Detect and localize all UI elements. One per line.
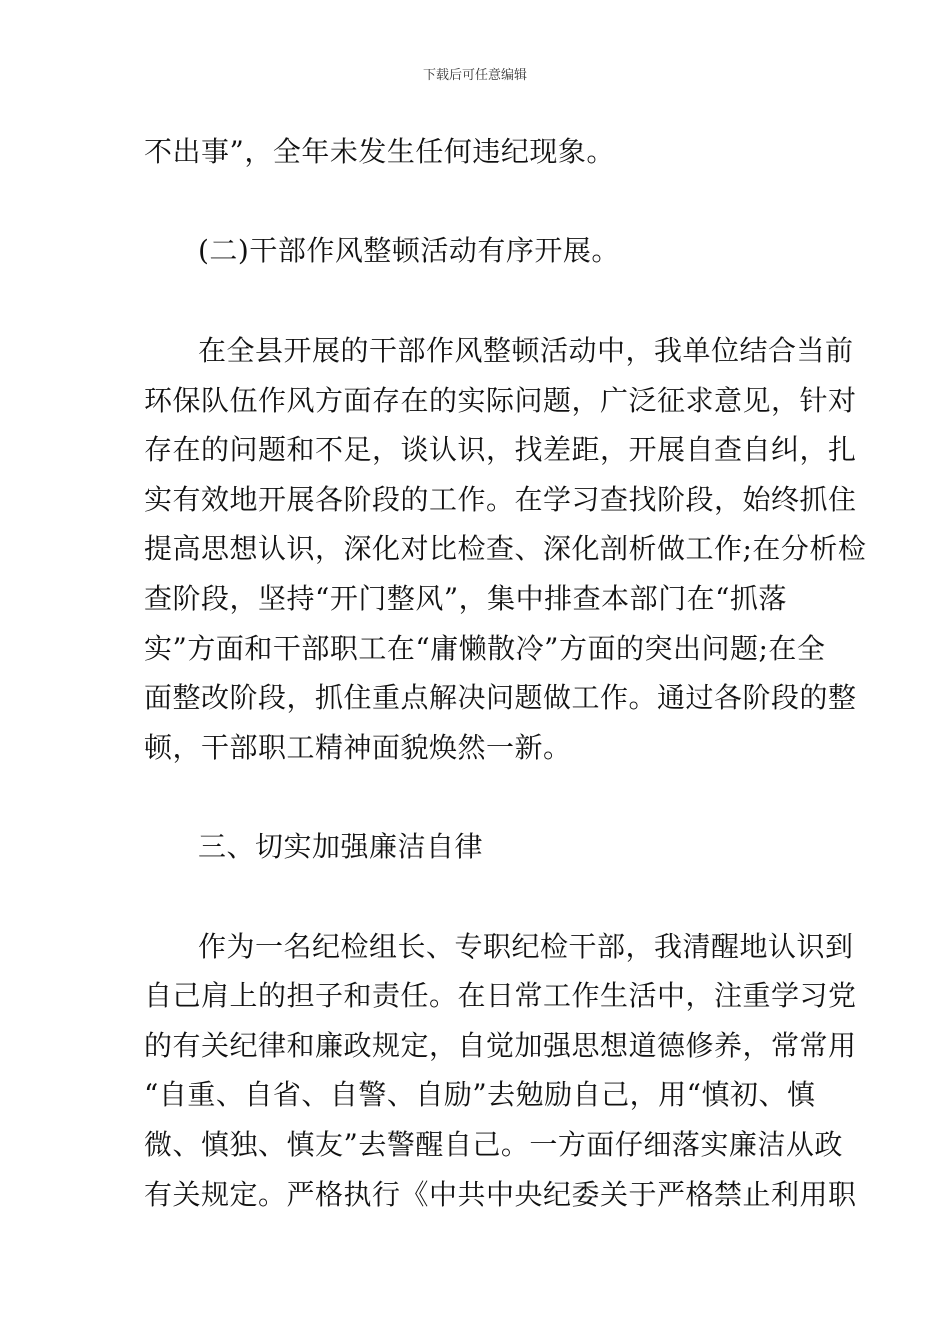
body-line: 不出事”，全年未发生任何违纪现象。 bbox=[144, 135, 615, 168]
body-line: 在全县开展的干部作风整顿活动中，我单位结合当前 bbox=[198, 334, 854, 367]
body-line: 面整改阶段，抓住重点解决问题做工作。通过各阶段的整 bbox=[144, 681, 857, 714]
body-line: 实”方面和干部职工在“庸懒散冷”方面的突出问题;在全 bbox=[144, 632, 826, 665]
body-line: 实有效地开展各阶段的工作。在学习查找阶段，始终抓住 bbox=[144, 483, 857, 516]
body-line: 提高思想认识，深化对比检查、深化剖析做工作;在分析检 bbox=[144, 532, 867, 565]
body-line: 的有关纪律和廉政规定，自觉加强思想道德修养，常常用 bbox=[144, 1029, 857, 1062]
body-line: 自己肩上的担子和责任。在日常工作生活中，注重学习党 bbox=[144, 979, 857, 1012]
section-heading: 三、切实加强廉洁自律 bbox=[198, 830, 484, 863]
body-line: 环保队伍作风方面存在的实际问题，广泛征求意见，针对 bbox=[144, 384, 857, 417]
body-line: 有关规定。严格执行《中共中央纪委关于严格禁止利用职 bbox=[144, 1178, 857, 1211]
body-line: 存在的问题和不足，谈认识，找差距，开展自查自纠，扎 bbox=[144, 433, 857, 466]
body-line: 顿，干部职工精神面貌焕然一新。 bbox=[144, 731, 572, 764]
body-line: “自重、自省、自警、自励”去勉励自己，用“慎初、慎 bbox=[144, 1078, 816, 1111]
body-line: 作为一名纪检组长、专职纪检干部，我清醒地认识到 bbox=[198, 930, 854, 963]
section-heading: (二)干部作风整顿活动有序开展。 bbox=[198, 234, 620, 267]
body-line: 微、慎独、慎友”去警醒自己。一方面仔细落实廉洁从政 bbox=[144, 1128, 843, 1161]
body-line: 查阶段，坚持“开门整风”，集中排查本部门在“抓落 bbox=[144, 582, 787, 615]
page-header: 下载后可任意编辑 bbox=[422, 68, 527, 83]
